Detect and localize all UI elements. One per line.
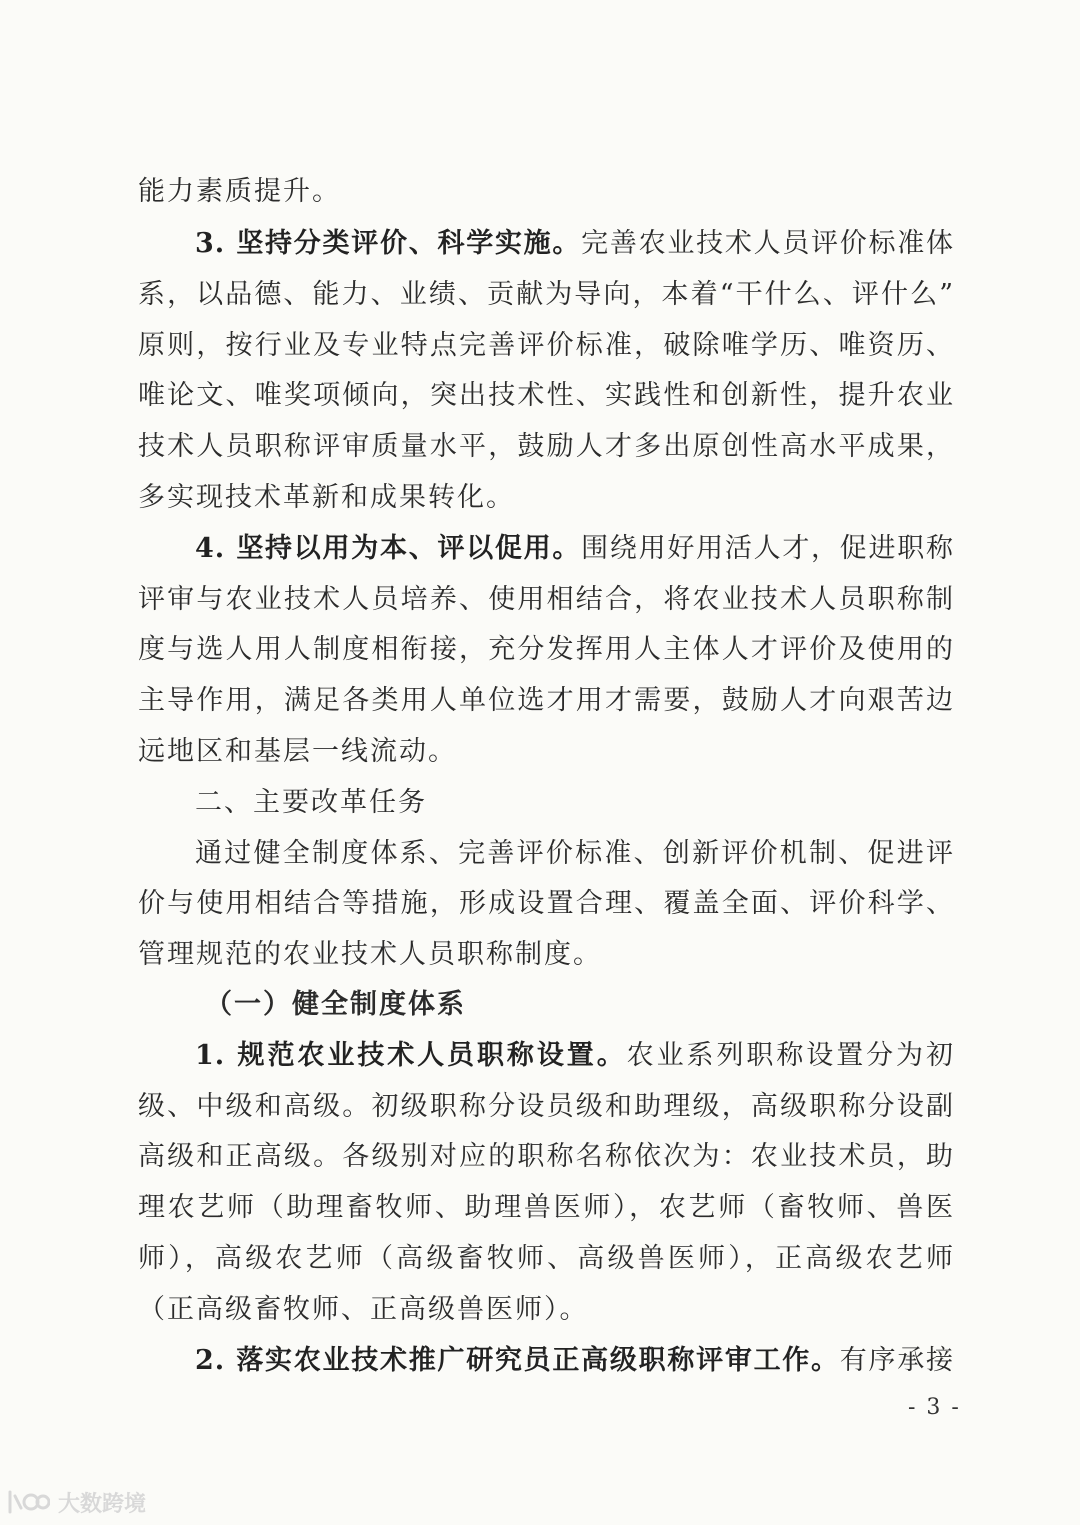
item-heading: 1. 规范农业技术人员职称设置。 (195, 1040, 627, 1071)
paragraph-line: 系，以品德、能力、业绩、贡献为导向，本着“干什么、评什么” (138, 279, 954, 310)
paragraph-line (195, 1341, 954, 1381)
paragraph-line: 管理规范的农业技术人员职称制度。 (138, 939, 602, 970)
item-heading: 4. 坚持以用为本、评以促用。 (195, 533, 582, 564)
paragraph-line (195, 224, 954, 264)
subsection-title: （一）健全制度体系 (205, 989, 466, 1020)
brand-logo-icon (6, 1488, 50, 1516)
paragraph-line: 主导作用，满足各类用人单位选才用才需要，鼓励人才向艰苦边 (138, 685, 954, 716)
item-heading: 3. 坚持分类评价、科学实施。 (195, 228, 582, 259)
watermark-text: 大数跨境 (58, 1491, 147, 1517)
paragraph-line: 级、中级和高级。初级职称分设员级和助理级，高级职称分设副 (138, 1091, 954, 1122)
paragraph-line: 唯论文、唯奖项倾向，突出技术性、实践性和创新性，提升农业 (138, 380, 954, 411)
paragraph-line: 评审与农业技术人员培养、使用相结合，将农业技术人员职称制 (138, 584, 954, 615)
watermark (6, 1486, 146, 1518)
paragraph-line: 度与选人用人制度相衔接，充分发挥用人主体人才评价及使用的 (138, 634, 954, 665)
paragraph-line: 理农艺师（助理畜牧师、助理兽医师），农艺师（畜牧师、兽医 (138, 1192, 954, 1223)
paragraph-line: 远地区和基层一线流动。 (138, 736, 457, 767)
paragraph-line: 能力素质提升。 (138, 176, 341, 207)
page-number: - 3 - (908, 1395, 961, 1420)
item-text: 有序承接 (839, 1345, 954, 1376)
paragraph-line: （正高级畜牧师、正高级兽医师）。 (138, 1294, 589, 1325)
paragraph-line: 技术人员职称评审质量水平，鼓励人才多出原创性高水平成果， (138, 431, 954, 462)
item-text: 完善农业技术人员评价标准体 (581, 228, 954, 259)
item-text: 农业系列职称设置分为初 (626, 1040, 954, 1071)
section-title: 二、主要改革任务 (195, 787, 427, 818)
paragraph-line: 多实现技术革新和成果转化。 (138, 482, 515, 513)
paragraph-line: 通过健全制度体系、完善评价标准、创新评价机制、促进评 (195, 838, 954, 869)
paragraph-line: 师），高级农艺师（高级畜牧师、高级兽医师），正高级农艺师 (138, 1243, 954, 1274)
item-text: 围绕用好用活人才，促进职称 (581, 533, 954, 564)
paragraph-line: 原则，按行业及专业特点完善评价标准，破除唯学历、唯资历、 (138, 330, 954, 361)
item-heading: 2. 落实农业技术推广研究员正高级职称评审工作。 (195, 1345, 840, 1376)
paragraph-line (195, 1036, 954, 1076)
paragraph-line: 高级和正高级。各级别对应的职称名称依次为：农业技术员，助 (138, 1141, 954, 1172)
paragraph-line (195, 529, 954, 569)
paragraph-line: 价与使用相结合等措施，形成设置合理、覆盖全面、评价科学、 (138, 888, 954, 919)
